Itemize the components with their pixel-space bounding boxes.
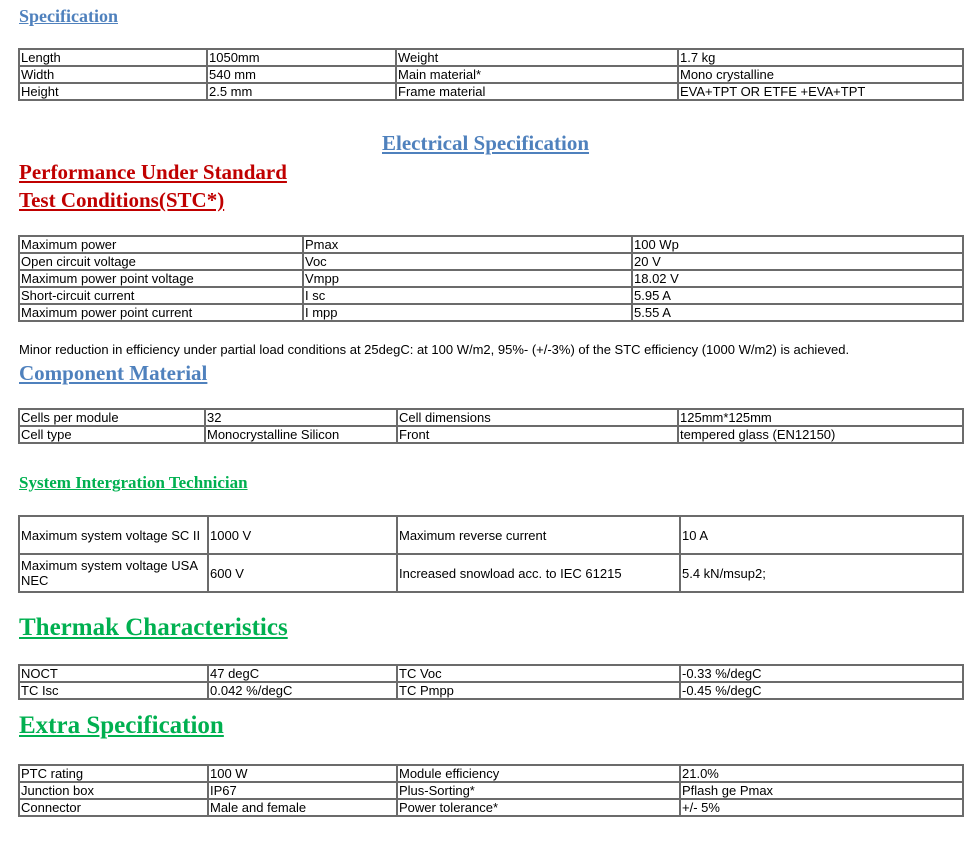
table-cell: 5.4 kN/msup2; [680, 554, 963, 592]
table-cell: Main material* [396, 66, 678, 83]
extra-table [18, 764, 964, 817]
table-cell: Maximum power point current [19, 304, 303, 321]
table-row [19, 409, 963, 426]
table-cell: Pmax [303, 236, 632, 253]
table-cell: 5.95 A [632, 287, 963, 304]
table-cell: Junction box [19, 782, 208, 799]
table-cell: -0.33 %/degC [680, 665, 963, 682]
table-cell: 600 V [208, 554, 397, 592]
extra-specification-heading: Extra Specification [19, 712, 224, 739]
table-cell: 100 Wp [632, 236, 963, 253]
table-cell: Length [19, 49, 207, 66]
table-cell: TC Pmpp [397, 682, 680, 699]
table-cell: 125mm*125mm [678, 409, 963, 426]
table-cell: Maximum reverse current [397, 516, 680, 554]
table-cell: Maximum system voltage USA NEC [19, 554, 208, 592]
table-cell: Frame material [396, 83, 678, 100]
table-row [19, 287, 963, 304]
table-cell: Short-circuit current [19, 287, 303, 304]
table-cell: Connector [19, 799, 208, 816]
table-row [19, 554, 963, 592]
table-cell: 5.55 A [632, 304, 963, 321]
table-cell: 47 degC [208, 665, 397, 682]
table-cell: Voc [303, 253, 632, 270]
table-cell: tempered glass (EN12150) [678, 426, 963, 443]
table-cell: 100 W [208, 765, 397, 782]
table-cell: Open circuit voltage [19, 253, 303, 270]
table-cell: Vmpp [303, 270, 632, 287]
table-cell: Front [397, 426, 678, 443]
table-cell: Cell dimensions [397, 409, 678, 426]
table-cell: 32 [205, 409, 397, 426]
table-row [19, 236, 963, 253]
table-cell: 1000 V [208, 516, 397, 554]
electrical-specification-heading: Electrical Specification [382, 131, 590, 155]
table-cell: Cell type [19, 426, 205, 443]
stc-heading-line1: Performance Under Standard [19, 160, 287, 184]
table-cell: 1.7 kg [678, 49, 963, 66]
table-cell: EVA+TPT OR ETFE +EVA+TPT [678, 83, 963, 100]
system-table [18, 515, 964, 593]
table-cell: +/- 5% [680, 799, 963, 816]
table-cell: Height [19, 83, 207, 100]
table-row [19, 49, 963, 66]
table-cell: 1050mm [207, 49, 396, 66]
table-row [19, 782, 963, 799]
table-cell: Monocrystalline Silicon [205, 426, 397, 443]
efficiency-note: Minor reduction in efficiency under partial load conditions at 25degC: at 100 W/m2, 95%- (+/-3%) of the STC efficiency (1000 W/m2) is achieved. [19, 342, 850, 357]
thermal-characteristics-heading: Thermak Characteristics [19, 614, 288, 641]
table-row [19, 516, 963, 554]
thermal-table [18, 664, 964, 700]
table-cell: Mono crystalline [678, 66, 963, 83]
specification-table [18, 48, 964, 101]
table-row [19, 665, 963, 682]
table-cell: IP67 [208, 782, 397, 799]
table-row [19, 799, 963, 816]
table-row [19, 682, 963, 699]
table-row [19, 426, 963, 443]
table-cell: TC Voc [397, 665, 680, 682]
table-row [19, 66, 963, 83]
table-row [19, 83, 963, 100]
table-cell: Weight [396, 49, 678, 66]
table-row [19, 253, 963, 270]
table-cell: 21.0% [680, 765, 963, 782]
table-cell: NOCT [19, 665, 208, 682]
system-integration-heading: System Intergration Technician [19, 473, 248, 492]
table-cell: Power tolerance* [397, 799, 680, 816]
table-cell: Pflash ge Pmax [680, 782, 963, 799]
table-cell: I mpp [303, 304, 632, 321]
table-cell: Increased snowload acc. to IEC 61215 [397, 554, 680, 592]
table-cell: PTC rating [19, 765, 208, 782]
specification-heading: Specification [19, 6, 118, 26]
table-cell: Male and female [208, 799, 397, 816]
table-cell: Module efficiency [397, 765, 680, 782]
table-cell: 0.042 %/degC [208, 682, 397, 699]
table-row [19, 765, 963, 782]
table-row [19, 270, 963, 287]
component-material-heading: Component Material [19, 361, 208, 385]
table-cell: 540 mm [207, 66, 396, 83]
table-cell: Plus-Sorting* [397, 782, 680, 799]
table-cell: 2.5 mm [207, 83, 396, 100]
table-cell: -0.45 %/degC [680, 682, 963, 699]
table-cell: TC Isc [19, 682, 208, 699]
electrical-table [18, 235, 964, 322]
table-cell: Maximum power [19, 236, 303, 253]
table-cell: 18.02 V [632, 270, 963, 287]
table-cell: Width [19, 66, 207, 83]
table-cell: 10 A [680, 516, 963, 554]
table-row [19, 304, 963, 321]
table-cell: 20 V [632, 253, 963, 270]
stc-heading-line2: Test Conditions(STC*) [19, 188, 225, 212]
table-cell: Maximum system voltage SC II [19, 516, 208, 554]
table-cell: Cells per module [19, 409, 205, 426]
component-table [18, 408, 964, 444]
table-cell: I sc [303, 287, 632, 304]
table-cell: Maximum power point voltage [19, 270, 303, 287]
